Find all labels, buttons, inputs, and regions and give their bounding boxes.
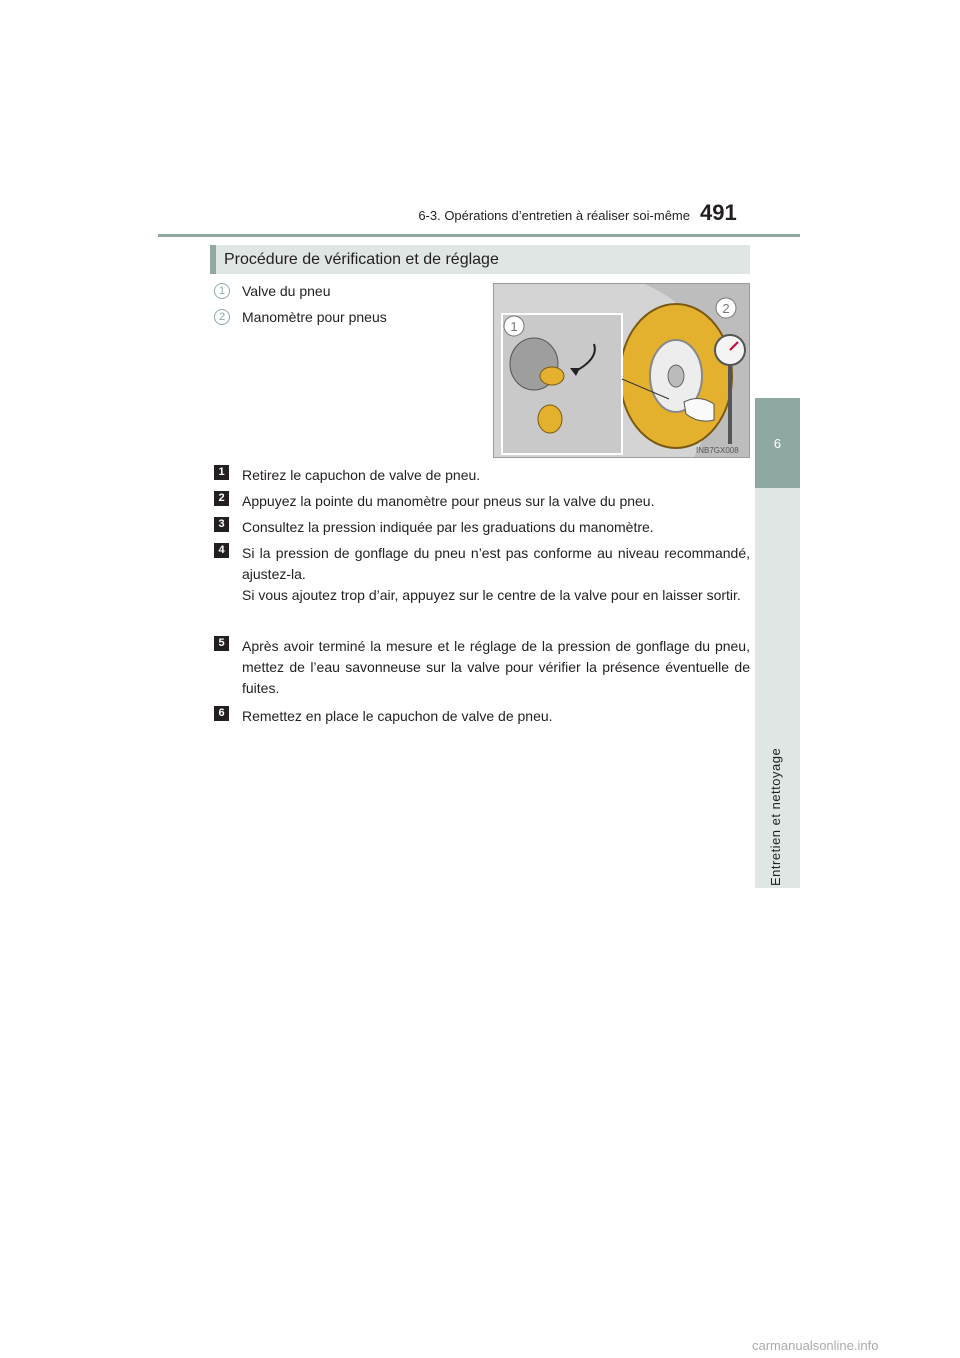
valve-stem-shape [540, 367, 564, 385]
header-divider [158, 234, 800, 237]
step-text: Si la pression de gonflage du pneu n’est pas conforme au niveau recommandé, ajustez-la. [242, 545, 750, 582]
step-5 [214, 636, 750, 699]
step-6 [214, 706, 750, 727]
step-2 [214, 491, 750, 512]
section-title: Procédure de vérification et de réglage [224, 250, 499, 268]
step-number: 2 [214, 491, 229, 506]
legend-item [214, 281, 330, 301]
watermark: carmanualsonline.info [752, 1338, 879, 1353]
section-heading [210, 245, 750, 274]
step-3 [214, 517, 750, 538]
step-text: Retirez le capuchon de valve de pneu. [242, 467, 481, 483]
page-number: 491 [700, 200, 737, 225]
callout-1-label: 1 [510, 319, 518, 334]
step-text: Appuyez la pointe du manomètre pour pneus sur la valve du pneu. [242, 493, 655, 509]
chapter-tab-number: 6 [773, 435, 782, 451]
legend-label: Valve du pneu [242, 283, 331, 299]
legend-item [214, 307, 387, 327]
step-number: 4 [214, 543, 229, 558]
tire-pressure-illustration [493, 283, 750, 458]
wheel-hub-shape [668, 365, 684, 387]
legend-number: 2 [214, 309, 230, 325]
legend-number: 1 [214, 283, 230, 299]
step-number: 3 [214, 517, 229, 532]
step-text: Consultez la pression indiquée par les graduations du manomètre. [242, 519, 654, 535]
step-number: 1 [214, 465, 229, 480]
callout-2-label: 2 [722, 301, 730, 316]
step-text: Après avoir terminé la mesure et le réglage de la pression de gonflage du pneu, mettez de l’eau savonneuse sur la valve pour vérifier la présence éventuelle de fuites. [242, 638, 750, 696]
step-text: Remettez en place le capuchon de valve de pneu. [242, 708, 553, 724]
tire-gauge-drawing [494, 284, 749, 457]
step-4 [214, 543, 750, 606]
step-number: 5 [214, 636, 229, 651]
step-text: Si vous ajoutez trop d’air, appuyez sur le centre de la valve pour en laisser sortir. [242, 587, 741, 603]
legend-label: Manomètre pour pneus [242, 309, 387, 325]
chapter-tab-label: Entretien et nettoyage [768, 747, 783, 886]
illustration-code: INB7GX008 [696, 446, 739, 455]
step-1 [214, 465, 750, 486]
chapter-tab[interactable] [755, 398, 800, 488]
chapter-title: 6-3. Opérations d’entretien à réaliser soi-même [418, 208, 690, 223]
valve-cap-shape [538, 405, 562, 433]
step-number: 6 [214, 706, 229, 721]
